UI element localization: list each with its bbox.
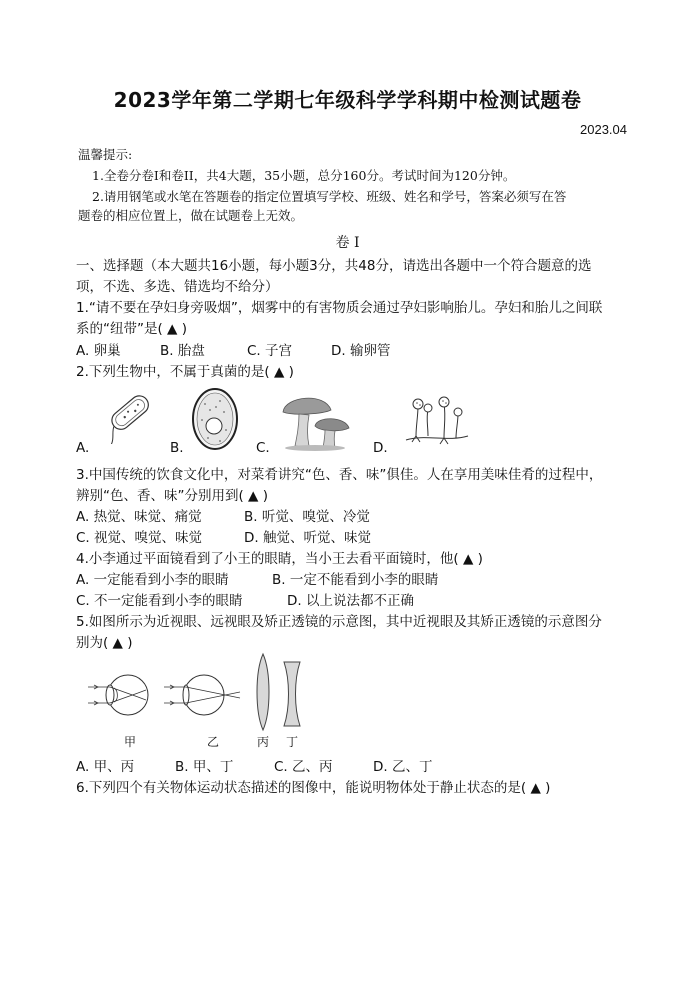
- q5-stem-a: 5.如图所示为近视眼、远视眼及矫正透镜的示意图，其中近视眼及其矫正透镜的示意图分: [76, 614, 602, 630]
- q4-option-b: B. 一定不能看到小李的眼睛: [272, 572, 439, 588]
- hyperopia-eye-icon: [164, 670, 244, 720]
- q2-stem: 2.下列生物中，不属于真菌的是( ▲ ): [76, 364, 294, 380]
- q4-option-a: A. 一定能看到小李的眼睛: [76, 572, 229, 588]
- q5-option-a: A. 甲、丙: [76, 759, 135, 775]
- mold-icon: [404, 396, 470, 448]
- q6-stem: 6.下列四个有关物体运动状态描述的图像中，能说明物体处于静止状态的是( ▲ ): [76, 780, 551, 796]
- section-instructions-a: 一、选择题（本大题共16小题，每小题3分，共48分，请选出各题中一个符合题意的选: [76, 258, 592, 274]
- q1-stem-a: 1.“请不要在孕妇身旁吸烟”，烟雾中的有害物质会通过孕妇影响胎儿。孕妇和胎儿之间联: [76, 300, 603, 316]
- q2-option-c: C.: [256, 440, 270, 456]
- q3-stem-a: 3.中国传统的饮食文化中，对菜肴讲究“色、香、味”俱佳。人在享用美味佳肴的过程中，: [76, 467, 603, 483]
- q3-stem-b: 辨别“色、香、味”分别用到( ▲ ): [76, 488, 268, 504]
- q4-option-d: D. 以上说法都不正确: [287, 593, 414, 609]
- q5-fig-label-jia: 甲: [124, 735, 137, 749]
- q3-option-a: A. 热觉、味觉、痛觉: [76, 509, 202, 525]
- q5-fig-label-yi: 乙: [207, 735, 220, 749]
- mushroom-icon: [279, 390, 351, 452]
- tips-line-2a: 2.请用钢笔或水笔在答题卷的指定位置填写学校、班级、姓名和学号，答案必须写在答: [92, 189, 567, 204]
- yeast-cell-icon: [190, 386, 240, 452]
- tips-heading: 温馨提示:: [78, 147, 133, 162]
- q5-fig-label-ding: 丁: [286, 735, 299, 749]
- tips-line-2b: 题卷的相应位置上，做在试题卷上无效。: [78, 208, 304, 223]
- tips-line-1: 1.全卷分卷I和卷II，共4大题，35小题，总分160分。考试时间为120分钟。: [92, 168, 516, 183]
- q5-stem-b: 别为( ▲ ): [76, 635, 133, 651]
- q3-option-b: B. 听觉、嗅觉、冷觉: [244, 509, 370, 525]
- q5-option-d: D. 乙、丁: [373, 759, 433, 775]
- q3-option-d: D. 触觉、听觉、味觉: [244, 530, 371, 546]
- q5-option-b: B. 甲、丁: [175, 759, 234, 775]
- q3-option-c: C. 视觉、嗅觉、味觉: [76, 530, 203, 546]
- exam-date: 2023.04: [580, 122, 627, 137]
- q1-stem-b: 系的“纽带”是( ▲ ): [76, 321, 187, 337]
- convex-lens-icon: [254, 652, 272, 732]
- q2-option-b: B.: [170, 440, 184, 456]
- q4-stem: 4.小李通过平面镜看到了小王的眼睛，当小王去看平面镜时，他( ▲ ): [76, 551, 483, 567]
- q5-fig-label-bing: 丙: [257, 735, 270, 749]
- q1-option-c: C. 子宫: [247, 343, 293, 359]
- q1-option-a: A. 卵巢: [76, 343, 121, 359]
- q1-option-d: D. 输卵管: [331, 343, 391, 359]
- q1-option-b: B. 胎盘: [160, 343, 205, 359]
- myopia-eye-icon: [88, 670, 158, 720]
- concave-lens-icon: [282, 660, 302, 728]
- section-instructions-b: 项，不选、多选、错选均不给分）: [76, 279, 279, 295]
- q2-option-a: A.: [76, 440, 90, 456]
- page-title: 2023学年第二学期七年级科学学科期中检测试题卷: [113, 88, 582, 112]
- section-heading: 卷 I: [335, 235, 360, 251]
- q5-option-c: C. 乙、丙: [274, 759, 333, 775]
- q4-option-c: C. 不一定能看到小李的眼睛: [76, 593, 243, 609]
- bacterium-icon: [100, 386, 162, 444]
- q2-option-d: D.: [373, 440, 388, 456]
